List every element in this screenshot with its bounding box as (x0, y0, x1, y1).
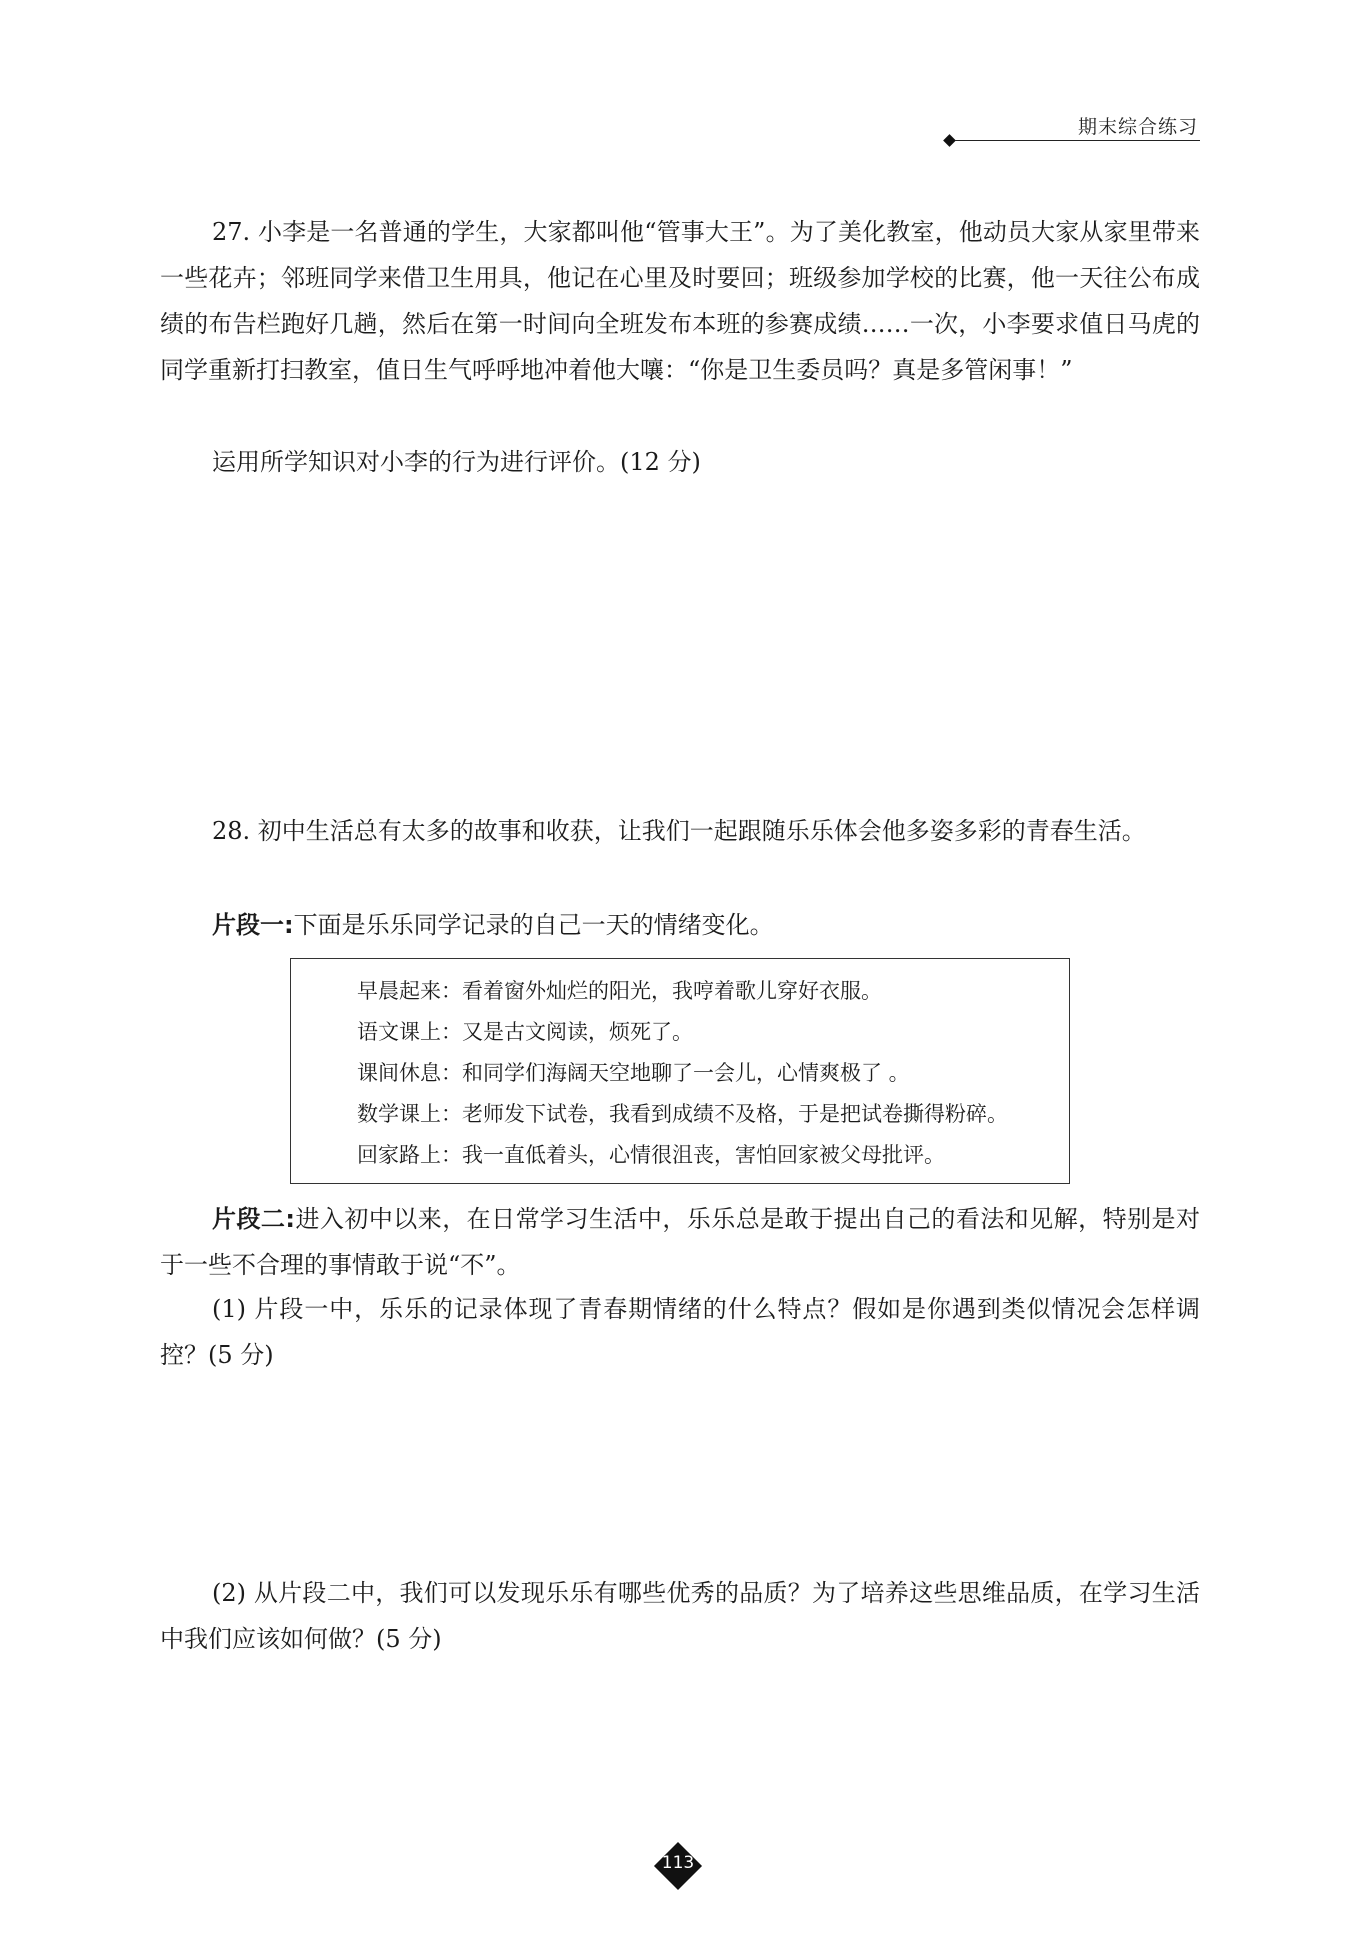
diary-line: 语文课上：又是古文阅读，烦死了。 (357, 1020, 693, 1044)
segment-2-label: 片段二: (212, 1205, 295, 1233)
page-header (945, 112, 1200, 144)
diary-line: 课间休息：和同学们海阔天空地聊了一会儿，心情爽极了 。 (357, 1061, 910, 1085)
header-title: 期末综合练习 (1077, 116, 1198, 138)
diary-line: 回家路上：我一直低着头，心情很沮丧，害怕回家被父母批评。 (357, 1143, 945, 1167)
diary-box (290, 958, 1070, 1184)
question-28-intro: 28. 初中生活总有太多的故事和收获，让我们一起跟随乐乐体会他多姿多彩的青春生活。 (212, 817, 1146, 845)
segment-2 (160, 1196, 1200, 1288)
diary-line: 数学课上：老师发下试卷，我看到成绩不及格，于是把试卷撕得粉碎。 (357, 1102, 1008, 1126)
sub-question-2: (2) 从片段二中，我们可以发现乐乐有哪些优秀的品质？为了培养这些思维品质，在学习生活中我们应该如何做？(5 分) (160, 1579, 1200, 1653)
page-number-badge (654, 1842, 702, 1890)
segment-1 (160, 902, 1200, 948)
diary-line: 早晨起来：看着窗外灿烂的阳光，我哼着歌儿穿好衣服。 (357, 979, 882, 1003)
segment-2-text: 进入初中以来，在日常学习生活中，乐乐总是敢于提出自己的看法和见解，特别是对于一些不合理的事情敢于说“不”。 (160, 1205, 1200, 1279)
sub-question-1: (1) 片段一中，乐乐的记录体现了青春期情绪的什么特点？假如是你遇到类似情况会怎样调控？(5 分) (160, 1295, 1200, 1369)
question-27-prompt: 运用所学知识对小李的行为进行评价。(12 分) (212, 448, 701, 476)
segment-1-label: 片段一: (212, 911, 294, 939)
segment-1-text: 下面是乐乐同学记录的自己一天的情绪变化。 (293, 911, 774, 939)
header-rule (955, 140, 1200, 141)
diamond-bullet-icon (943, 134, 956, 147)
page-number: 113 (661, 1853, 695, 1873)
question-27-text: 27. 小李是一名普通的学生，大家都叫他“管事大王”。为了美化教室，他动员大家从家里带来一些花卉；邻班同学来借卫生用具，他记在心里及时要回；班级参加学校的比赛，他一天往公布成绩的布告栏跑好几趟，然后在第一时间向全班发布本班的参赛成绩……一次，小李要求值日马虎的同学重新打扫教室，值日生气呼呼地冲着他大嚷：“你是卫生委员吗？真是多管闲事！” (160, 218, 1200, 384)
